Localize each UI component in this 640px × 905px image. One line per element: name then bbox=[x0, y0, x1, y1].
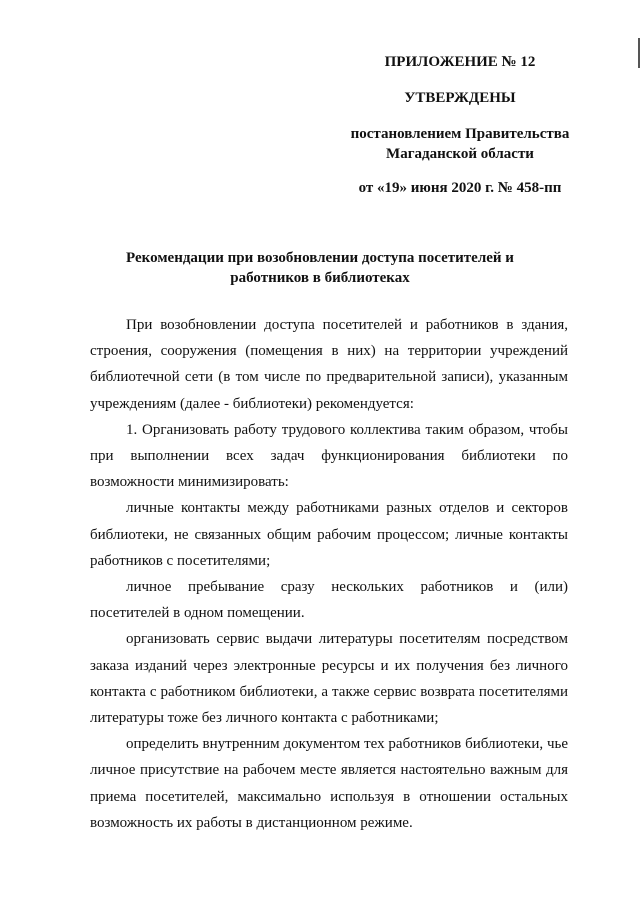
decree-reference: постановлением Правительства Магаданской области bbox=[350, 126, 570, 162]
paragraph: личное пребывание сразу нескольких работников и (или) посетителей в одном помещении. bbox=[90, 579, 568, 622]
document-title: Рекомендации при возобновлении доступа посетителей и работников в библиотеках bbox=[126, 250, 514, 286]
paragraph: определить внутренним документом тех работников библиотеки, чье личное присутствие на рабочем месте является настоятельно важным для приема посетителей, максимально используя в отношении остальных возможность их работы в дистанционном режиме. bbox=[90, 736, 568, 831]
document-body bbox=[90, 312, 568, 836]
paragraph: При возобновлении доступа посетителей и работников в здания, строения, сооружения (помещения в них) на территории учреждений библиотечной сети (в том числе по предварительной записи), указанным учреждениям (далее - библиотеки) рекомендуется: bbox=[90, 317, 568, 412]
approved-heading: УТВЕРЖДЕНЫ bbox=[404, 90, 516, 106]
appendix-number: ПРИЛОЖЕНИЕ № 12 bbox=[384, 54, 536, 70]
paragraph: 1. Организовать работу трудового коллектива таким образом, чтобы при выполнении всех задач функционирования библиотеки по возможности минимизировать: bbox=[90, 421, 568, 491]
decree-date-number: от «19» июня 2020 г. № 458-пп bbox=[358, 180, 562, 196]
paragraph: организовать сервис выдачи литературы посетителям посредством заказа изданий через электронные ресурсы и их получения без личного контакта с работником библиотеки, а также сервис возврата посетителями литературы тоже без личного контакта с работниками; bbox=[90, 631, 568, 727]
paragraph: личные контакты между работниками разных отделов и секторов библиотеки, не связанных общим рабочим процессом; личные контакты работников с посетителями; bbox=[90, 500, 568, 569]
